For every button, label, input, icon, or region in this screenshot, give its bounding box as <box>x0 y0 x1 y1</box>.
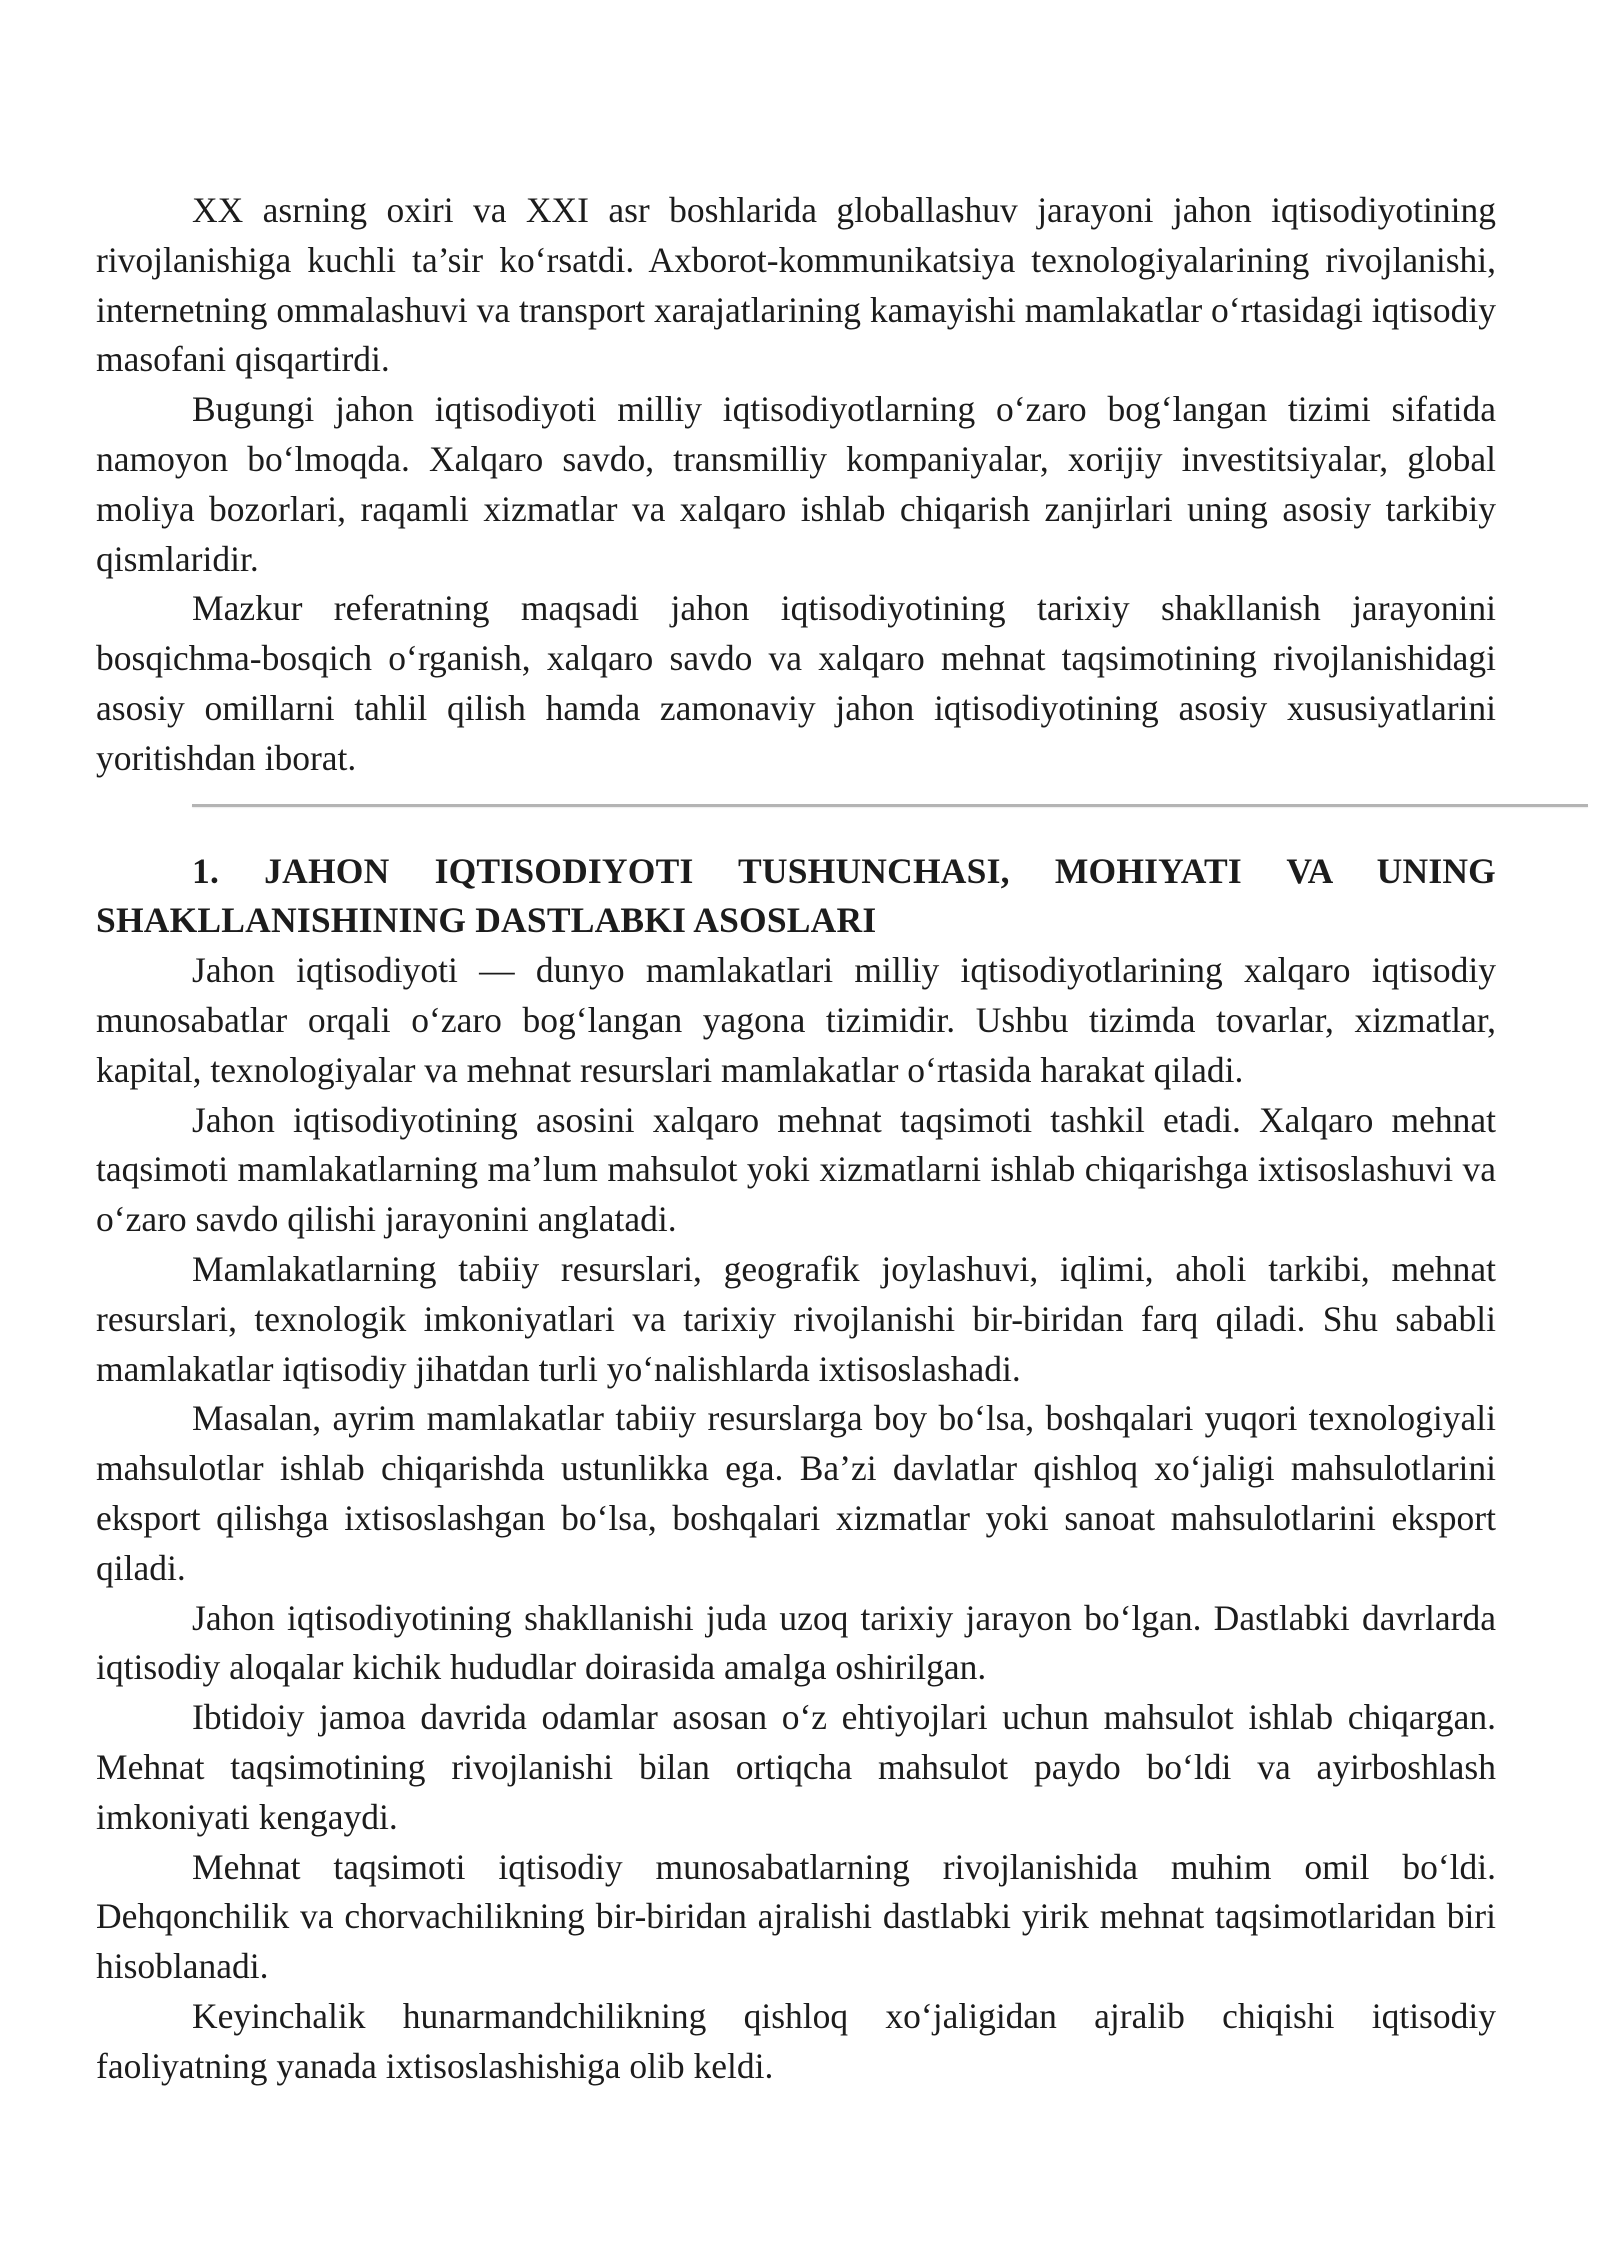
intro-paragraph: Bugungi jahon iqtisodiyoti milliy iqtisodiyotlarning o‘zaro bog‘langan tizimi sifatida namoyon bo‘lmoqda. Xalqaro savdo, transmilliy kompaniyalar, xorijiy investitsiyalar, global moliya bozorlari, raqamli xizmatlar va xalqaro ishlab chiqarish zanjirlari uning asosiy tarkibiy qismlaridir. <box>96 389 1496 579</box>
intro-paragraph: XX asrning oxiri va XXI asr boshlarida globallashuv jarayoni jahon iqtisodiyotining rivojlanishiga kuchli ta’sir ko‘rsatdi. Axborot-kommunikatsiya texnologiyalarining rivojlanishi, internetning ommalashuvi va transport xarajatlarining kamayishi mamlakatlar o‘rtasidagi iqtisodiy masofani qisqartirdi. <box>96 190 1496 380</box>
body-paragraph: Mamlakatlarning tabiiy resurslari, geografik joylashuvi, iqlimi, aholi tarkibi, mehnat resurslari, texnologik imkoniyatlari va tarixiy rivojlanishi bir-biridan farq qiladi. Shu sababli mamlakatlar iqtisodiy jihatdan turli yo‘nalishlarda ixtisoslashadi. <box>96 1248 1496 1389</box>
document-page <box>96 186 1496 2091</box>
intro-paragraph: Mazkur referatning maqsadi jahon iqtisodiyotining tarixiy shakllanish jarayonini bosqichma-bosqich o‘rganish, xalqaro savdo va xalqaro mehnat taqsimotining rivojlanishidagi asosiy omillarni tahlil qilish hamda zamonaviy jahon iqtisodiyotining asosiy xususiyatlarini yoritishdan iborat. <box>96 588 1496 778</box>
body-paragraph: Masalan, ayrim mamlakatlar tabiiy resurslarga boy bo‘lsa, boshqalari yuqori texnologiyali mahsulotlar ishlab chiqarishda ustunlikka ega. Ba’zi davlatlar qishloq xo‘jaligi mahsulotlarini eksport qilishga ixtisoslashgan bo‘lsa, boshqalari xizmatlar yoki sanoat mahsulotlarini eksport qiladi. <box>96 1398 1496 1588</box>
body-paragraph: Ibtidoiy jamoa davrida odamlar asosan o‘z ehtiyojlari uchun mahsulot ishlab chiqargan. Mehnat taqsimotining rivojlanishi bilan ortiqcha mahsulot paydo bo‘ldi va ayirboshlash imkoniyati kengaydi. <box>96 1697 1496 1837</box>
body-paragraph: Jahon iqtisodiyotining shakllanishi juda uzoq tarixiy jarayon bo‘lgan. Dastlabki davrlarda iqtisodiy aloqalar kichik hududlar doirasida amalga oshirilgan. <box>96 1597 1496 1688</box>
section-divider <box>192 804 1588 807</box>
body-paragraph: Jahon iqtisodiyoti — dunyo mamlakatlari milliy iqtisodiyotlarining xalqaro iqtisodiy munosabatlar orqali o‘zaro bog‘langan yagona tizimidir. Ushbu tizimda tovarlar, xizmatlar, kapital, texnologiyalar va mehnat resurslari mamlakatlar o‘rtasida harakat qiladi. <box>96 950 1496 1090</box>
body-paragraph: Keyinchalik hunarmandchilikning qishloq xo‘jaligidan ajralib chiqishi iqtisodiy faoliyatning yanada ixtisoslashishiga olib keldi. <box>96 1995 1496 2086</box>
body-paragraph: Jahon iqtisodiyotining asosini xalqaro mehnat taqsimoti tashkil etadi. Xalqaro mehnat taqsimoti mamlakatlarning ma’lum mahsulot yoki xizmatlarni ishlab chiqarishga ixtisoslashuvi va o‘zaro savdo qilishi jarayonini anglatadi. <box>96 1099 1496 1240</box>
intro-section <box>96 186 1496 784</box>
body-paragraph: Mehnat taqsimoti iqtisodiy munosabatlarning rivojlanishida muhim omil bo‘ldi. Dehqonchilik va chorvachilikning bir-biridan ajralishi dastlabki yirik mehnat taqsimotlaridan biri hisoblanadi. <box>96 1846 1496 1987</box>
section-1 <box>96 847 1496 2092</box>
section-heading: 1. JAHON IQTISODIYOTI TUSHUNCHASI, MOHIYATI VA UNING SHAKLLANISHINING DASTLABKI ASOSLARI <box>96 850 1496 941</box>
